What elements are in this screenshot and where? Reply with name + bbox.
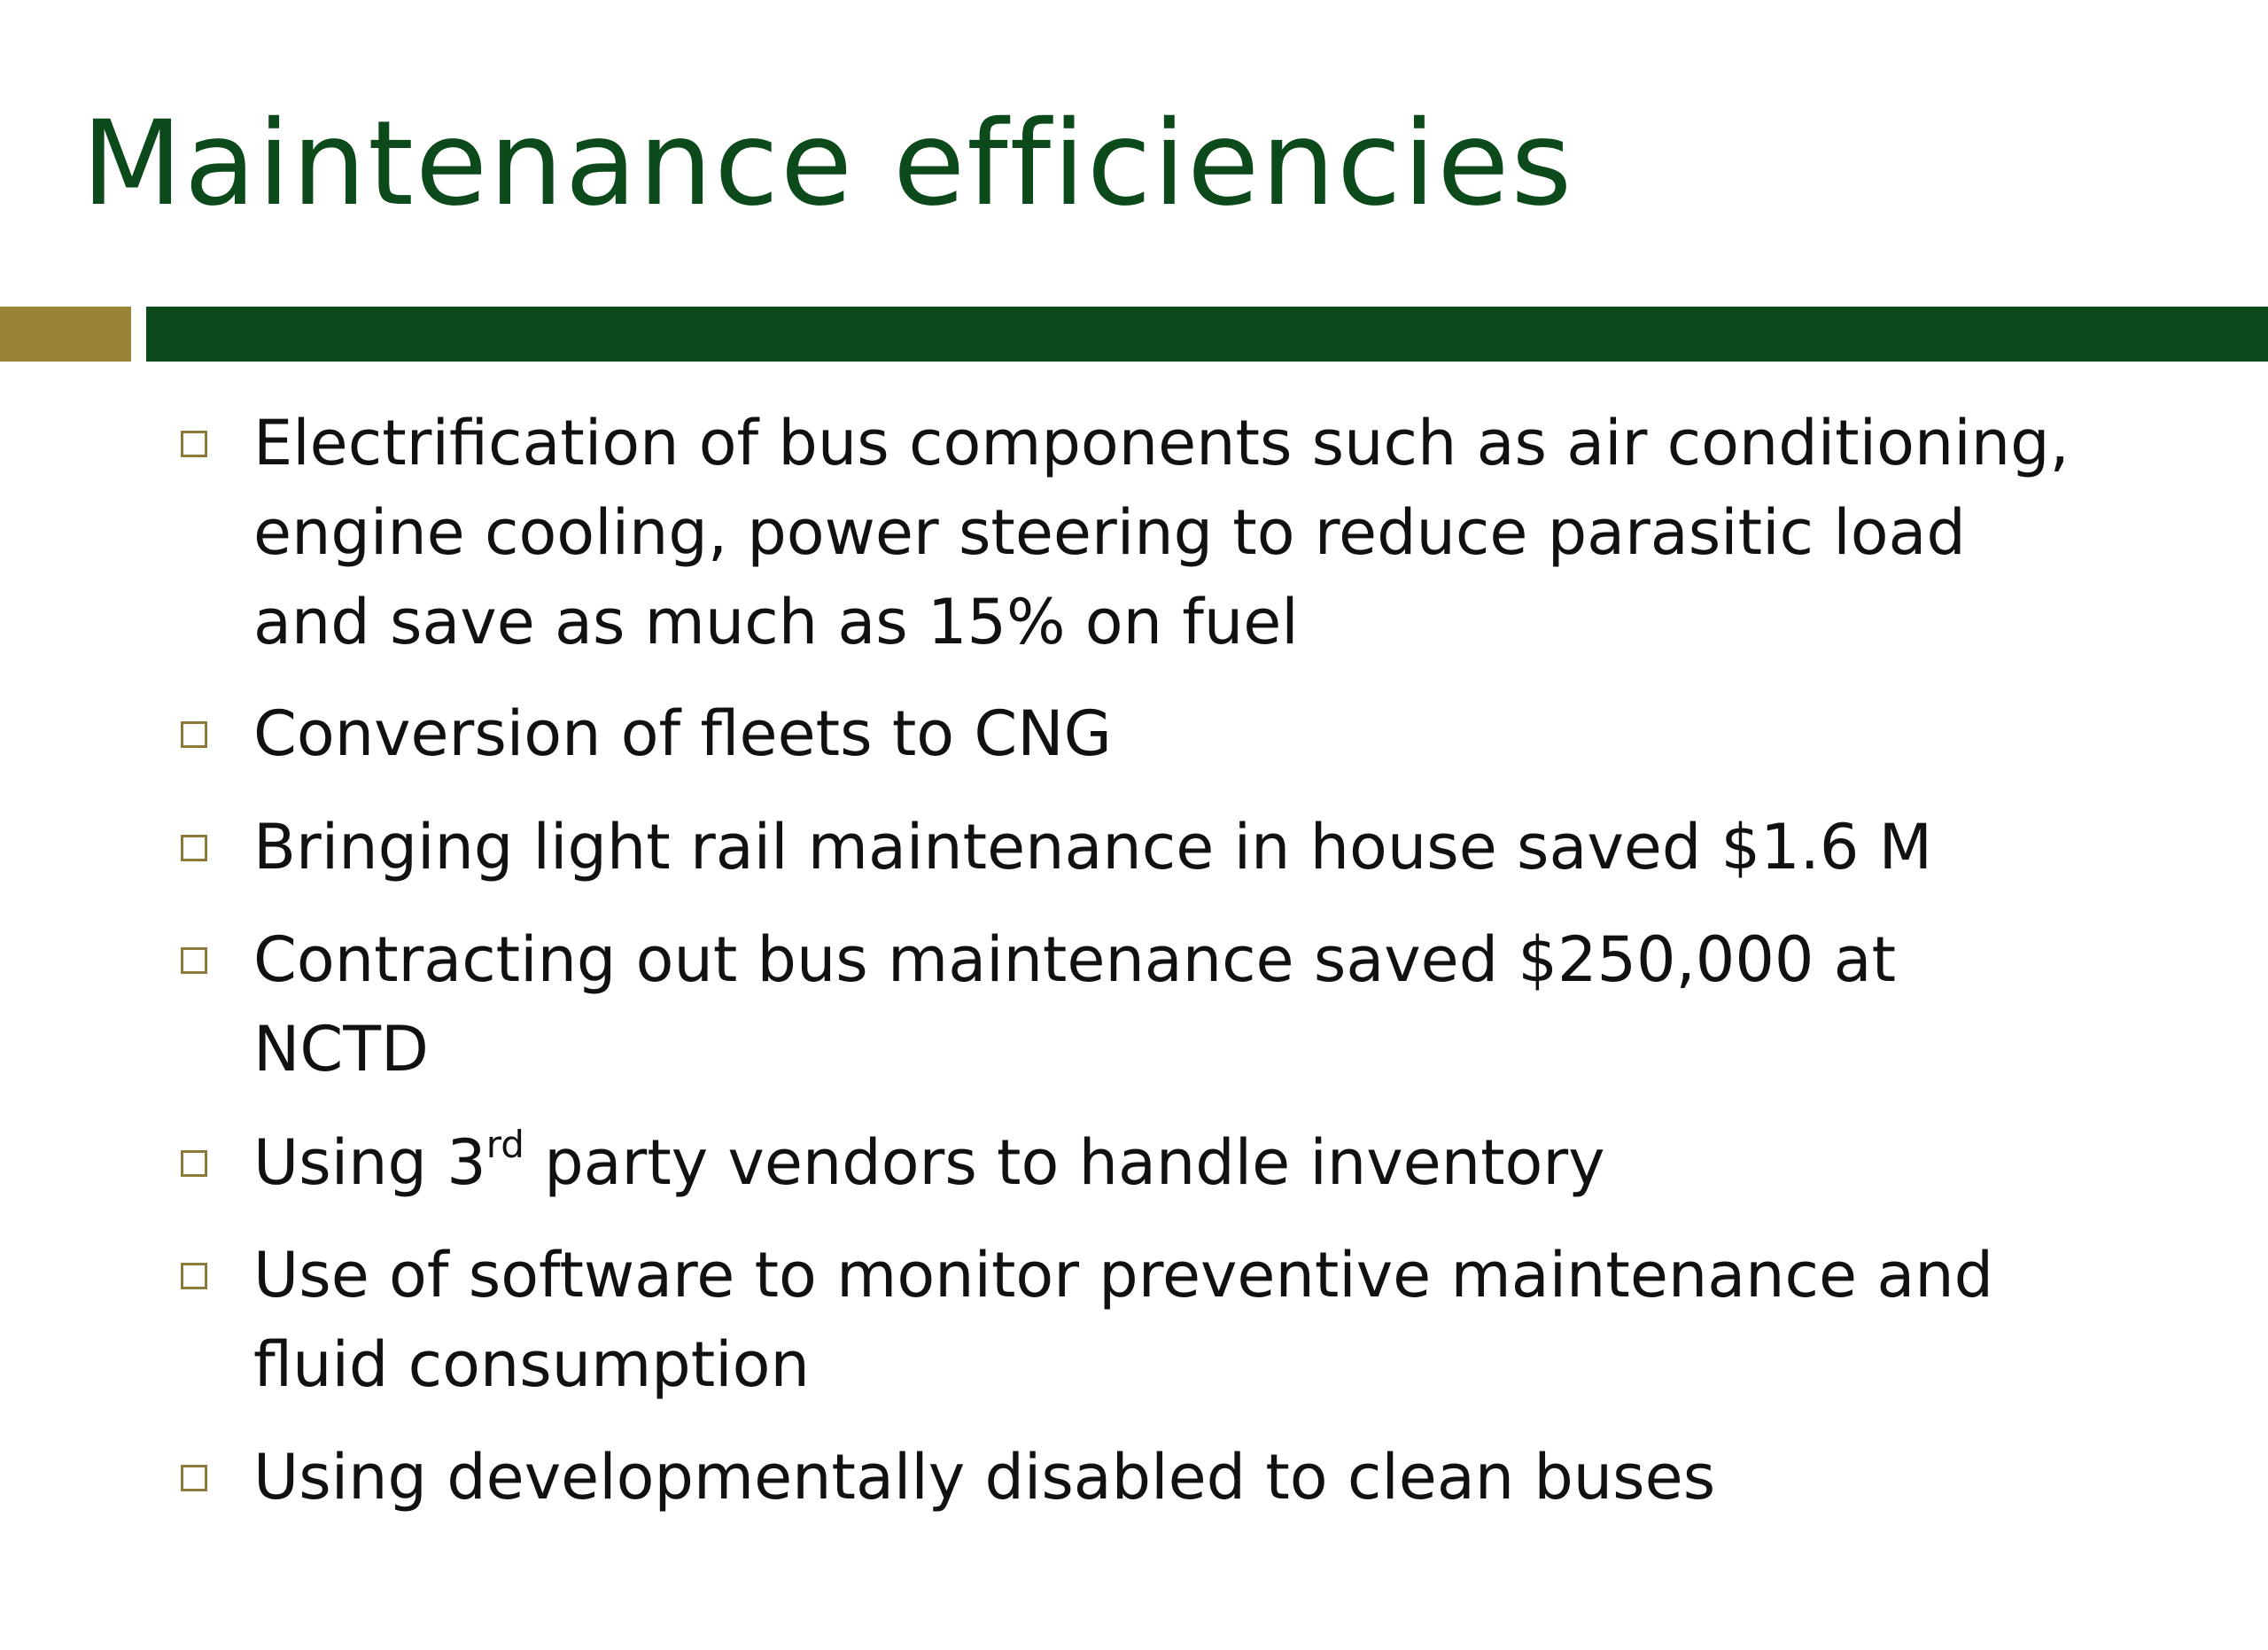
bullet-line: fluid consumption	[253, 1328, 810, 1401]
bullet-text	[253, 915, 2167, 1094]
checkbox-bullet-icon	[181, 1465, 207, 1491]
bullet-text-prefix: Using 3	[253, 1126, 486, 1199]
bullet-text	[253, 1433, 2167, 1522]
bullet-line: Contracting out bus maintenance saved $250,000 at	[253, 923, 1897, 996]
bullet-line: Use of software to monitor preventive maintenance and	[253, 1239, 1994, 1311]
bullet-line: NCTD	[253, 1013, 429, 1086]
slide-title: Maintenance efficiencies	[82, 96, 1574, 232]
title-rule	[146, 307, 2268, 362]
checkbox-bullet-icon	[181, 1150, 207, 1177]
bullet-line: engine cooling, power steering to reduce parasitic load	[253, 496, 1966, 569]
bullet-line: Using developmentally disabled to clean buses	[253, 1441, 1716, 1514]
bullet-text	[253, 1231, 2167, 1410]
checkbox-bullet-icon	[181, 431, 207, 457]
bullet-line: Conversion of fleets to CNG	[253, 697, 1112, 770]
bullet-line: Bringing light rail maintenance in house saved $1.6 M	[253, 811, 1933, 883]
bullet-line: Electrification of bus components such as air conditioning,	[253, 407, 2070, 479]
bullet-text-suffix: party vendors to handle inventory	[524, 1126, 1605, 1199]
checkbox-bullet-icon	[181, 1263, 207, 1289]
bullet-text	[253, 1118, 2167, 1208]
title-rule-accent	[0, 307, 131, 362]
bullet-text	[253, 689, 2167, 779]
checkbox-bullet-icon	[181, 721, 207, 748]
bullet-line: and save as much as 15% on fuel	[253, 586, 1299, 658]
checkbox-bullet-icon	[181, 835, 207, 861]
ordinal-superscript: rd	[485, 1122, 524, 1166]
bullet-text	[253, 399, 2167, 667]
bullet-line	[253, 1118, 2167, 1208]
checkbox-bullet-icon	[181, 947, 207, 974]
bullet-text	[253, 803, 2167, 892]
